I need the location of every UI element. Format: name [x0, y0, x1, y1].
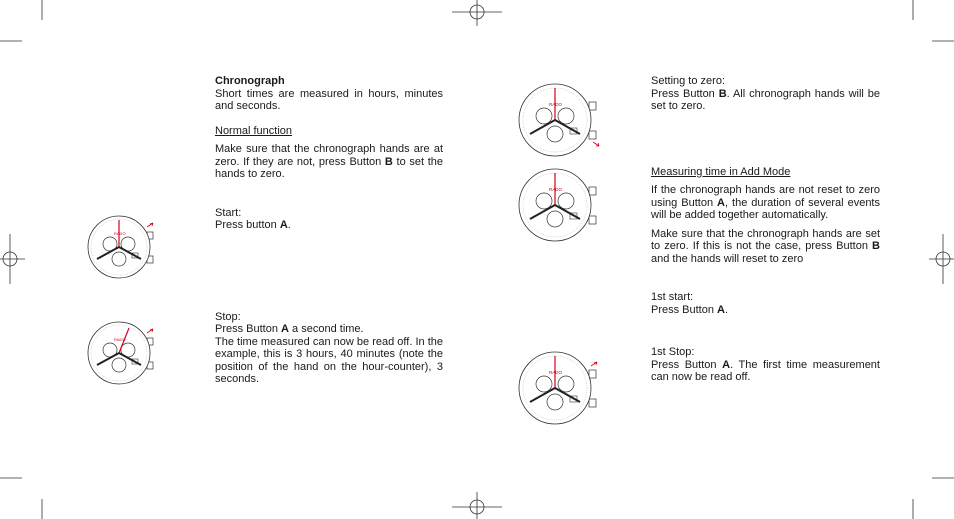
- watch-diagram-zero: [510, 80, 600, 160]
- start-text: Press button A.: [215, 219, 291, 231]
- first-start-label: 1st start:: [651, 291, 694, 303]
- registration-mark-top: [452, 0, 502, 26]
- add-mode-text-1: If the chronograph hands are not reset to zero using Button A, the duration of several events will be added together automatically.: [651, 184, 880, 221]
- chronograph-heading: Chronograph: [215, 75, 285, 87]
- registration-mark-left: [0, 234, 25, 284]
- setting-to-zero-text: Press Button B. All chronograph hands will be set to zero.: [651, 87, 880, 112]
- stop-text-2: The time measured can now be read off. In the example, this is 3 hours, 40 minutes (note the position of the hand on the hour-counter), 3 seconds.: [215, 335, 443, 385]
- watch-diagram-add-mode: [510, 165, 600, 245]
- registration-mark-right: [929, 234, 954, 284]
- watch-diagram-stop: [74, 318, 164, 388]
- normal-function-title: Normal function: [215, 124, 293, 137]
- first-stop-text: Press Button A. The first time measurement can now be read off.: [651, 358, 880, 383]
- watch-diagram-first-stop: [510, 348, 600, 428]
- stop-text-1: Press Button A a second time.: [215, 323, 364, 335]
- watch-diagram-start: [74, 212, 164, 282]
- normal-function-text: Make sure that the chronograph hands are at zero. If they are not, press Button B to set the hands to zero.: [215, 143, 443, 180]
- start-label: Start:: [215, 206, 242, 219]
- add-mode-title: Measuring time in Add Mode: [651, 165, 791, 178]
- first-start-text: Press Button A.: [651, 303, 729, 316]
- add-mode-text-2: Make sure that the chronograph hands are set to zero. If this is not the case, press Button B and the hands will reset to zero: [651, 227, 880, 265]
- first-stop-label: 1st Stop:: [651, 346, 695, 358]
- setting-to-zero-label: Setting to zero:: [651, 75, 725, 87]
- intro-text: Short times are measured in hours, minutes and seconds.: [215, 87, 443, 112]
- left-column: [215, 75, 443, 386]
- right-column: [651, 75, 880, 384]
- registration-mark-bottom: [452, 492, 502, 519]
- stop-label: Stop:: [215, 310, 241, 323]
